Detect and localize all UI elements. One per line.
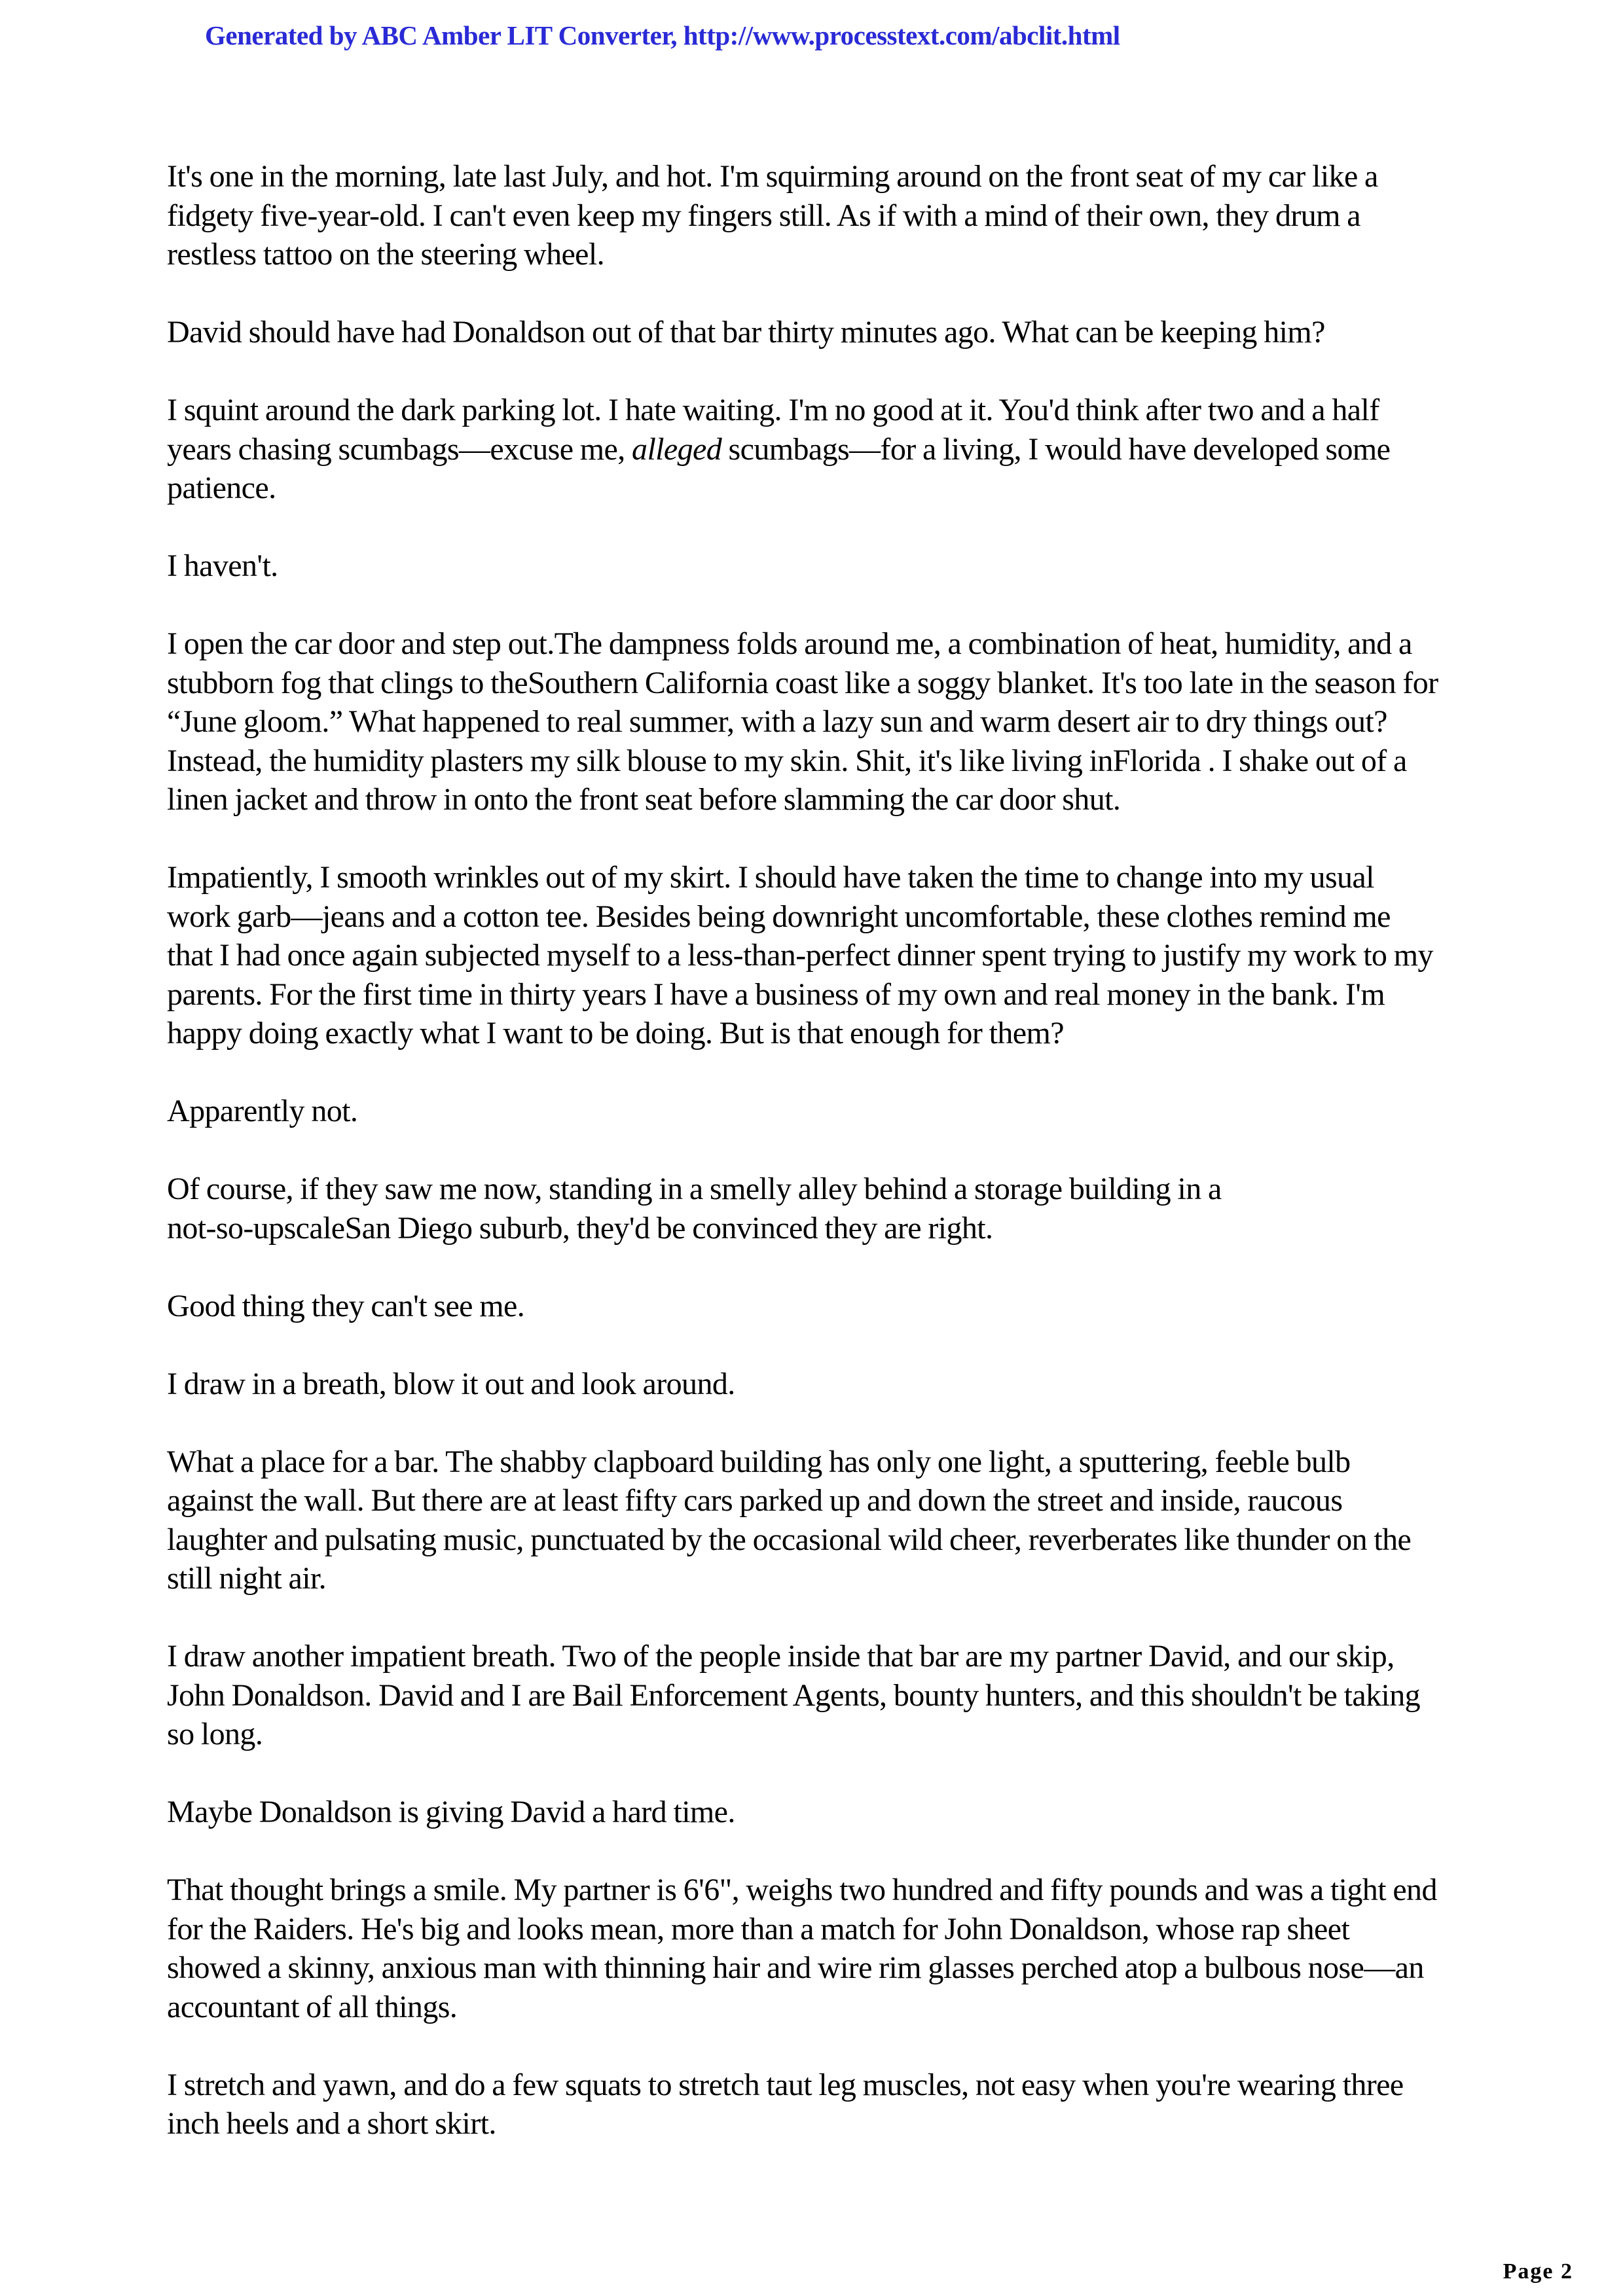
paragraph-5: [167, 624, 1476, 819]
paragraph-10: [167, 1365, 1476, 1404]
text-line: I squint around the dark parking lot. I hate waiting. I'm no good at it. You'd think after two and a half: [167, 393, 1379, 427]
page-number: Page 2: [1503, 2259, 1573, 2284]
paragraph-3: [167, 391, 1476, 508]
text-line: laughter and pulsating music, punctuated by the occasional wild cheer, reverberates like thunder on the: [167, 1522, 1412, 1557]
text-line: I draw another impatient breath. Two of the people inside that bar are my partner David, and our skip,: [167, 1639, 1395, 1674]
text-line: stubborn fog that clings to theSouthern California coast like a soggy blanket. It's too late in the season for: [167, 665, 1438, 700]
paragraph-1: [167, 157, 1476, 274]
text-line: parents. For the first time in thirty years I have a business of my own and real money in the bank. I'm: [167, 977, 1385, 1012]
text-line: work garb—jeans and a cotton tee. Besides being downright uncomfortable, these clothes remind me: [167, 899, 1391, 934]
text-line: I haven't.: [167, 548, 278, 583]
paragraph-7: [167, 1092, 1476, 1131]
text-line: David should have had Donaldson out of that bar thirty minutes ago. What can be keeping him?: [167, 315, 1325, 350]
document-body: [167, 157, 1476, 2182]
text-line: Maybe Donaldson is giving David a hard time.: [167, 1795, 735, 1829]
text-line: linen jacket and throw in onto the front seat before slamming the car door shut.: [167, 782, 1121, 817]
text-line: for the Raiders. He's big and looks mean, more than a match for John Donaldson, whose rap sheet: [167, 1911, 1350, 1946]
text-line: Of course, if they saw me now, standing in a smelly alley behind a storage building in a: [167, 1172, 1222, 1206]
paragraph-11: [167, 1443, 1476, 1598]
paragraph-8: [167, 1170, 1476, 1247]
text-line: “June gloom.” What happened to real summer, with a lazy sun and warm desert air to dry things out?: [167, 704, 1387, 739]
text-line: restless tattoo on the steering wheel.: [167, 237, 605, 272]
text-line: so long.: [167, 1717, 263, 1751]
text-line: I draw in a breath, blow it out and look around.: [167, 1366, 735, 1401]
text-line: Instead, the humidity plasters my silk blouse to my skin. Shit, it's like living inFlorida . I shake out of a: [167, 743, 1407, 778]
line-prefix: years chasing scumbags—excuse me,: [167, 431, 632, 467]
text-line: John Donaldson. David and I are Bail Enforcement Agents, bounty hunters, and this shouldn't be taking: [167, 1677, 1421, 1713]
paragraph-6: [167, 858, 1476, 1053]
text-line: showed a skinny, anxious man with thinning hair and wire rim glasses perched atop a bulbous nose—an: [167, 1950, 1424, 1985]
text-line-with-emphasis: [167, 430, 1476, 469]
paragraph-15: [167, 2066, 1476, 2144]
line-suffix: scumbags—for a living, I would have developed some: [721, 431, 1391, 467]
text-line: accountant of all things.: [167, 1989, 458, 2024]
text-line: still night air.: [167, 1561, 327, 1596]
text-line: Good thing they can't see me.: [167, 1288, 525, 1323]
text-line: that I had once again subjected myself to a less-than-perfect dinner spent trying to justify my work to my: [167, 938, 1433, 973]
converter-header-link[interactable]: Generated by ABC Amber LIT Converter, http://www.processtext.com/abclit.html: [205, 20, 1120, 50]
text-line: patience.: [167, 471, 276, 505]
text-line: inch heels and a short skirt.: [167, 2106, 496, 2141]
text-line: I open the car door and step out.The dampness folds around me, a combination of heat, humidity, and a: [167, 626, 1412, 661]
text-line: I stretch and yawn, and do a few squats to stretch taut leg muscles, not easy when you're wearing three: [167, 2067, 1404, 2102]
paragraph-2: [167, 313, 1476, 352]
text-line: That thought brings a smile. My partner is 6'6", weighs two hundred and fifty pounds and was a tight end: [167, 1873, 1437, 1907]
emphasis-alleged: alleged: [632, 431, 722, 467]
paragraph-14: [167, 1871, 1476, 2026]
text-line: It's one in the morning, late last July, and hot. I'm squirming around on the front seat of my car like a: [167, 159, 1378, 194]
text-line: against the wall. But there are at least fifty cars parked up and down the street and inside, raucous: [167, 1483, 1343, 1518]
text-line: fidgety five-year-old. I can't even keep my fingers still. As if with a mind of their own, they drum a: [167, 198, 1360, 233]
text-line: Impatiently, I smooth wrinkles out of my skirt. I should have taken the time to change into my usual: [167, 860, 1374, 895]
paragraph-13: [167, 1793, 1476, 1832]
text-line: What a place for a bar. The shabby clapboard building has only one light, a sputtering, feeble bulb: [167, 1444, 1351, 1479]
paragraph-4: [167, 547, 1476, 586]
paragraph-9: [167, 1287, 1476, 1326]
text-line: happy doing exactly what I want to be doing. But is that enough for them?: [167, 1016, 1064, 1050]
text-line: Apparently not.: [167, 1094, 358, 1128]
paragraph-12: [167, 1637, 1476, 1754]
text-line: not-so-upscaleSan Diego suburb, they'd be convinced they are right.: [167, 1210, 993, 1246]
